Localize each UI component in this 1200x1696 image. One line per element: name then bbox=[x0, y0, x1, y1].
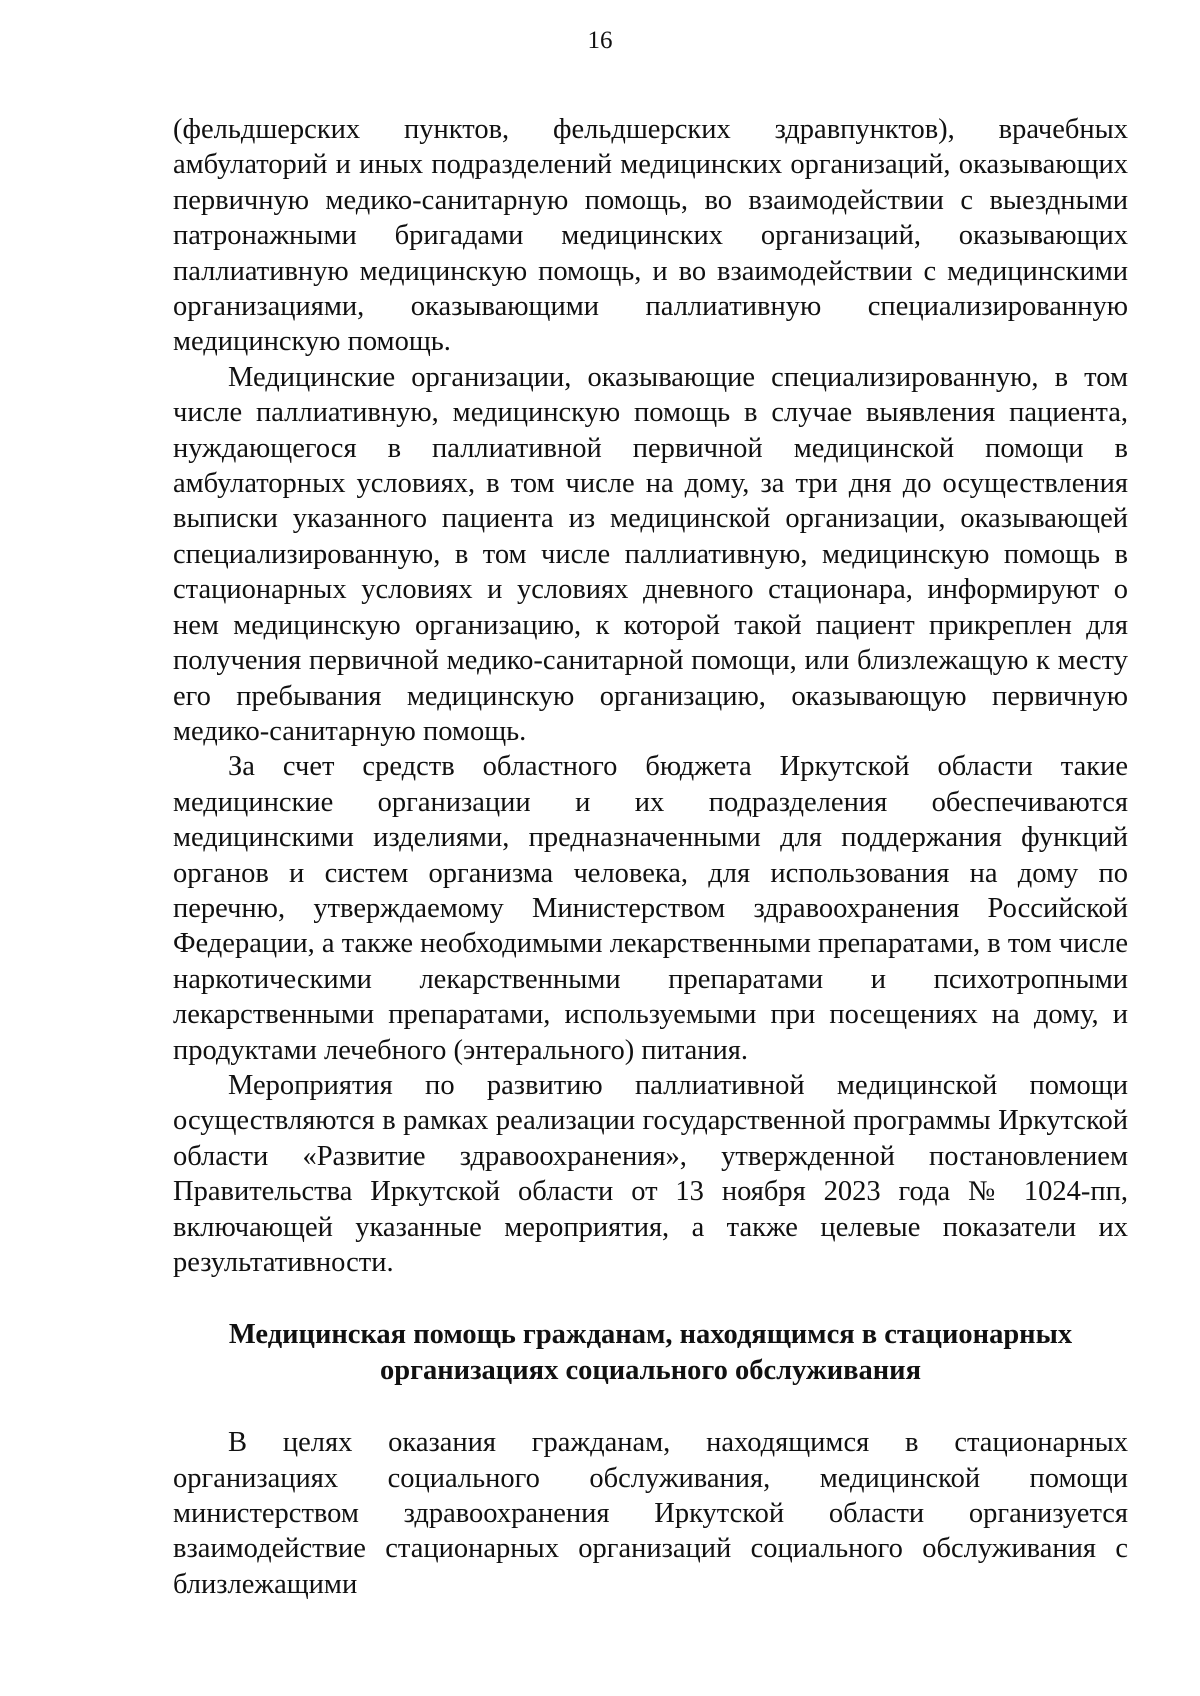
paragraph-funding: За счет средств областного бюджета Иркутской области такие медицинские организации и их подразделения обеспечиваются медицинскими изделиями, предназначенными для поддержания функций органов и систем организма человека, для использования на дому по перечню, утверждаемому Министерством здравоохранения Российской Федерации, а также необходимыми лекарственными препаратами, в том числе наркотическими лекарственными препаратами и психотропными лекарственными препаратами, используемыми при посещениях на дому, и продуктами лечебного (энтерального) питания. bbox=[173, 751, 1128, 1066]
document-body bbox=[173, 112, 1128, 1602]
paragraph-program: Мероприятия по развитию паллиативной медицинской помощи осуществляются в рамках реализации государственной программы Иркутской области «Развитие здравоохранения», утвержденной постановлением Правительства Иркутской области от 13 ноября 2023 года № 1024-пп, включающей указанные мероприятия, а также целевые показатели их результативности. bbox=[173, 1069, 1128, 1278]
section-heading-line-2: организациях социального обслуживания bbox=[379, 1354, 922, 1386]
section-heading bbox=[173, 1317, 1128, 1388]
paragraph-notification: Медицинские организации, оказывающие специализированную, в том числе паллиативную, медицинскую помощь в случае выявления пациента, нуждающегося в паллиативной первичной медицинской помощи в амбулаторных условиях, в том числе на дому, за три дня до осуществления выписки указанного пациента из медицинской организации, оказывающей специализированную, в том числе паллиативную, медицинскую помощь в стационарных условиях и условиях дневного стационара, информируют о нем медицинскую организацию, к которой такой пациент прикреплен для получения первичной медико-санитарной помощи, или близлежащую к месту его пребывания медицинскую организацию, оказывающую первичную медико-санитарную помощь. bbox=[173, 361, 1128, 747]
paragraph-social-services: В целях оказания гражданам, находящимся в стационарных организациях социального обслуживания, медицинской помощи министерством здравоохранения Иркутской области организуется взаимодействие стационарных организаций социального обслуживания с близлежащими bbox=[173, 1427, 1128, 1600]
paragraph-continuation: (фельдшерских пунктов, фельдшерских здравпунктов), врачебных амбулаторий и иных подразделений медицинских организаций, оказывающих первичную медико-санитарную помощь, во взаимодействии с выездными патронажными бригадами медицинских организаций, оказывающих паллиативную медицинскую помощь, и во взаимодействии с медицинскими организациями, оказывающими паллиативную специализированную медицинскую помощь. bbox=[173, 114, 1128, 358]
page-number: 16 bbox=[587, 27, 613, 54]
section-heading-line-1: Медицинская помощь гражданам, находящимся в стационарных bbox=[228, 1319, 1073, 1351]
